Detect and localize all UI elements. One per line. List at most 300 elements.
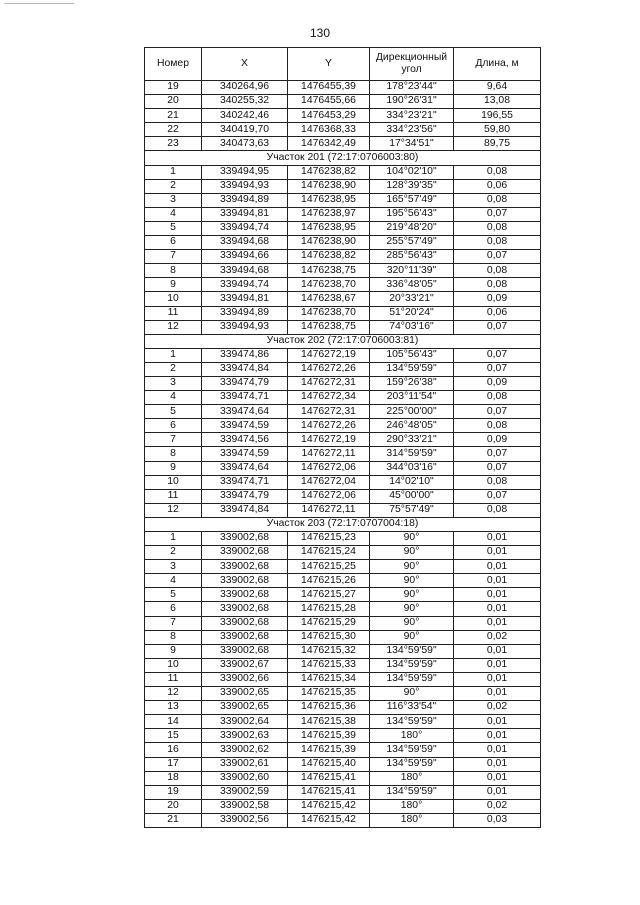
- cell-y: 1476215,42: [288, 813, 370, 827]
- cell-x: 339002,64: [202, 715, 288, 729]
- cell-length: 0,08: [454, 193, 541, 207]
- table-row: [145, 221, 541, 235]
- cell-y: 1476272,34: [288, 391, 370, 405]
- cell-y: 1476215,23: [288, 532, 370, 546]
- cell-direction-angle: 74°03'16": [370, 320, 454, 334]
- cell-direction-angle: 134°59'59": [370, 672, 454, 686]
- table-row: [145, 574, 541, 588]
- cell-direction-angle: 90°: [370, 560, 454, 574]
- cell-number: 4: [145, 207, 202, 221]
- cell-direction-angle: 190°26'31": [370, 95, 454, 109]
- cell-length: 0,02: [454, 630, 541, 644]
- cell-x: 339002,63: [202, 729, 288, 743]
- cell-x: 339494,89: [202, 193, 288, 207]
- cell-number: 8: [145, 264, 202, 278]
- cell-length: 0,07: [454, 447, 541, 461]
- cell-number: 7: [145, 433, 202, 447]
- cell-direction-angle: 219°48'20": [370, 221, 454, 235]
- header-number: Номер: [145, 48, 202, 81]
- cell-y: 1476215,26: [288, 574, 370, 588]
- cell-length: 9,64: [454, 81, 541, 95]
- table-row: [145, 489, 541, 503]
- cell-y: 1476215,36: [288, 701, 370, 715]
- cell-length: 59,80: [454, 123, 541, 137]
- cell-direction-angle: 134°59'59": [370, 785, 454, 799]
- cell-length: 0,01: [454, 715, 541, 729]
- cell-y: 1476215,41: [288, 771, 370, 785]
- cell-direction-angle: 180°: [370, 729, 454, 743]
- table-row: [145, 475, 541, 489]
- cell-number: 16: [145, 743, 202, 757]
- table-row: [145, 743, 541, 757]
- cell-y: 1476238,95: [288, 193, 370, 207]
- cell-length: 0,01: [454, 672, 541, 686]
- cell-number: 5: [145, 221, 202, 235]
- table-row: [145, 588, 541, 602]
- cell-length: 13,08: [454, 95, 541, 109]
- table-row: [145, 799, 541, 813]
- cell-number: 12: [145, 320, 202, 334]
- cell-direction-angle: 225°00'00": [370, 405, 454, 419]
- cell-x: 339494,68: [202, 264, 288, 278]
- cell-y: 1476272,31: [288, 376, 370, 390]
- table-row: [145, 560, 541, 574]
- cell-length: 0,08: [454, 221, 541, 235]
- table-row: [145, 123, 541, 137]
- section-title: Участок 202 (72:17:0706003:81): [145, 334, 541, 348]
- cell-number: 20: [145, 95, 202, 109]
- cell-direction-angle: 246°48'05": [370, 419, 454, 433]
- cell-number: 12: [145, 503, 202, 517]
- section-title: Участок 203 (72:17:0707004:18): [145, 517, 541, 531]
- cell-x: 339474,79: [202, 489, 288, 503]
- table-row: [145, 532, 541, 546]
- table-row: [145, 419, 541, 433]
- cell-number: 1: [145, 165, 202, 179]
- cell-number: 20: [145, 799, 202, 813]
- table-row: [145, 672, 541, 686]
- cell-y: 1476368,33: [288, 123, 370, 137]
- table-row: [145, 687, 541, 701]
- cell-x: 339002,68: [202, 560, 288, 574]
- cell-number: 11: [145, 489, 202, 503]
- cell-direction-angle: 180°: [370, 813, 454, 827]
- cell-length: 0,09: [454, 292, 541, 306]
- table-row: [145, 405, 541, 419]
- table-header-row: [145, 48, 541, 81]
- cell-direction-angle: 116°33'54": [370, 701, 454, 715]
- cell-x: 339474,71: [202, 475, 288, 489]
- cell-length: 0,07: [454, 348, 541, 362]
- cell-number: 8: [145, 447, 202, 461]
- table-row: [145, 165, 541, 179]
- section-title: Участок 201 (72:17:0706003:80): [145, 151, 541, 165]
- cell-number: 8: [145, 630, 202, 644]
- cell-direction-angle: 134°59'59": [370, 658, 454, 672]
- cell-length: 0,07: [454, 461, 541, 475]
- cell-length: 0,01: [454, 785, 541, 799]
- cell-x: 339474,64: [202, 405, 288, 419]
- cell-x: 339494,93: [202, 179, 288, 193]
- cell-length: 0,08: [454, 419, 541, 433]
- cell-number: 6: [145, 602, 202, 616]
- cell-y: 1476272,31: [288, 405, 370, 419]
- cell-y: 1476215,41: [288, 785, 370, 799]
- table-row: [145, 109, 541, 123]
- cell-length: 0,07: [454, 489, 541, 503]
- cell-direction-angle: 159°26'38": [370, 376, 454, 390]
- cell-x: 339002,65: [202, 687, 288, 701]
- cell-direction-angle: 290°33'21": [370, 433, 454, 447]
- cell-number: 2: [145, 179, 202, 193]
- cell-x: 339002,68: [202, 532, 288, 546]
- cell-y: 1476238,75: [288, 320, 370, 334]
- cell-number: 3: [145, 193, 202, 207]
- cell-y: 1476272,26: [288, 419, 370, 433]
- cell-x: 340473,63: [202, 137, 288, 151]
- cell-y: 1476215,39: [288, 743, 370, 757]
- cell-y: 1476238,82: [288, 250, 370, 264]
- cell-y: 1476455,66: [288, 95, 370, 109]
- cell-x: 339002,68: [202, 574, 288, 588]
- cell-direction-angle: 334°23'56": [370, 123, 454, 137]
- header-x: X: [202, 48, 288, 81]
- cell-x: 339474,71: [202, 391, 288, 405]
- table-row: [145, 348, 541, 362]
- cell-direction-angle: 90°: [370, 574, 454, 588]
- cell-x: 340264,96: [202, 81, 288, 95]
- cell-direction-angle: 75°57'49": [370, 503, 454, 517]
- cell-number: 21: [145, 813, 202, 827]
- table-row: [145, 81, 541, 95]
- cell-x: 339474,84: [202, 362, 288, 376]
- cell-direction-angle: 178°23'44": [370, 81, 454, 95]
- cell-length: 0,07: [454, 405, 541, 419]
- cell-y: 1476215,29: [288, 616, 370, 630]
- cell-direction-angle: 14°02'10": [370, 475, 454, 489]
- cell-x: 339002,58: [202, 799, 288, 813]
- cell-y: 1476238,70: [288, 278, 370, 292]
- table-row: [145, 701, 541, 715]
- cell-number: 5: [145, 588, 202, 602]
- cell-number: 10: [145, 292, 202, 306]
- cell-length: 0,08: [454, 475, 541, 489]
- cell-direction-angle: 90°: [370, 546, 454, 560]
- cell-number: 9: [145, 644, 202, 658]
- cell-length: 0,01: [454, 757, 541, 771]
- cell-number: 4: [145, 574, 202, 588]
- section-title-row: [145, 151, 541, 165]
- cell-y: 1476272,06: [288, 489, 370, 503]
- cell-direction-angle: 90°: [370, 532, 454, 546]
- section-title-row: [145, 517, 541, 531]
- cell-x: 339494,74: [202, 221, 288, 235]
- cell-y: 1476455,39: [288, 81, 370, 95]
- table-row: [145, 250, 541, 264]
- table-row: [145, 785, 541, 799]
- table-row: [145, 362, 541, 376]
- page-number: 130: [309, 26, 331, 40]
- table-row: [145, 179, 541, 193]
- cell-x: 339002,67: [202, 658, 288, 672]
- cell-length: 0,09: [454, 376, 541, 390]
- cell-x: 339474,86: [202, 348, 288, 362]
- cell-x: 339474,64: [202, 461, 288, 475]
- cell-length: 0,01: [454, 687, 541, 701]
- cell-direction-angle: 90°: [370, 602, 454, 616]
- cell-direction-angle: 255°57'49": [370, 236, 454, 250]
- cell-direction-angle: 90°: [370, 687, 454, 701]
- table-row: [145, 306, 541, 320]
- table-row: [145, 236, 541, 250]
- cell-number: 10: [145, 475, 202, 489]
- cell-x: 339002,68: [202, 588, 288, 602]
- cell-length: 0,01: [454, 729, 541, 743]
- cell-direction-angle: 128°39'35": [370, 179, 454, 193]
- cell-y: 1476215,34: [288, 672, 370, 686]
- table-row: [145, 433, 541, 447]
- table-row: [145, 715, 541, 729]
- table-row: [145, 729, 541, 743]
- cell-number: 1: [145, 532, 202, 546]
- table-row: [145, 207, 541, 221]
- cell-direction-angle: 134°59'59": [370, 757, 454, 771]
- cell-x: 339474,59: [202, 447, 288, 461]
- cell-y: 1476238,97: [288, 207, 370, 221]
- cell-direction-angle: 20°33'21": [370, 292, 454, 306]
- cell-length: 0,01: [454, 588, 541, 602]
- cell-x: 339474,79: [202, 376, 288, 390]
- cell-length: 0,03: [454, 813, 541, 827]
- cell-y: 1476215,27: [288, 588, 370, 602]
- cell-direction-angle: 134°59'59": [370, 362, 454, 376]
- cell-direction-angle: 285°56'43": [370, 250, 454, 264]
- header-length: Длина, м: [454, 48, 541, 81]
- table-row: [145, 292, 541, 306]
- cell-direction-angle: 17°34'51": [370, 137, 454, 151]
- cell-x: 339494,74: [202, 278, 288, 292]
- cell-x: 340242,46: [202, 109, 288, 123]
- cell-number: 9: [145, 461, 202, 475]
- cell-number: 3: [145, 560, 202, 574]
- cell-number: 11: [145, 672, 202, 686]
- cell-direction-angle: 90°: [370, 630, 454, 644]
- cell-direction-angle: 90°: [370, 588, 454, 602]
- cell-length: 0,08: [454, 278, 541, 292]
- cell-number: 19: [145, 785, 202, 799]
- cell-y: 1476215,25: [288, 560, 370, 574]
- header-direction-angle: Дирекционный угол: [370, 48, 454, 81]
- cell-number: 18: [145, 771, 202, 785]
- cell-length: 0,01: [454, 574, 541, 588]
- cell-number: 6: [145, 236, 202, 250]
- cell-number: 5: [145, 405, 202, 419]
- cell-y: 1476272,11: [288, 503, 370, 517]
- cell-x: 339002,60: [202, 771, 288, 785]
- cell-length: 0,06: [454, 306, 541, 320]
- cell-y: 1476215,33: [288, 658, 370, 672]
- cell-y: 1476272,11: [288, 447, 370, 461]
- cell-y: 1476215,24: [288, 546, 370, 560]
- table-row: [145, 447, 541, 461]
- cell-x: 339474,56: [202, 433, 288, 447]
- cell-y: 1476238,70: [288, 306, 370, 320]
- cell-x: 339474,84: [202, 503, 288, 517]
- cell-length: 0,08: [454, 391, 541, 405]
- cell-number: 4: [145, 391, 202, 405]
- cell-length: 0,01: [454, 658, 541, 672]
- table-row: [145, 658, 541, 672]
- cell-number: 2: [145, 362, 202, 376]
- cell-number: 2: [145, 546, 202, 560]
- cell-number: 19: [145, 81, 202, 95]
- cell-x: 339002,62: [202, 743, 288, 757]
- cell-x: 339494,81: [202, 292, 288, 306]
- cell-y: 1476272,26: [288, 362, 370, 376]
- cell-x: 339002,68: [202, 644, 288, 658]
- cell-length: 0,07: [454, 207, 541, 221]
- cell-number: 1: [145, 348, 202, 362]
- cell-direction-angle: 180°: [370, 771, 454, 785]
- section-title-row: [145, 334, 541, 348]
- cell-direction-angle: 344°03'16": [370, 461, 454, 475]
- cell-y: 1476215,39: [288, 729, 370, 743]
- cell-length: 0,07: [454, 250, 541, 264]
- table-row: [145, 278, 541, 292]
- table-row: [145, 813, 541, 827]
- cell-x: 339494,66: [202, 250, 288, 264]
- cell-direction-angle: 180°: [370, 799, 454, 813]
- cell-x: 340255,32: [202, 95, 288, 109]
- cell-x: 339474,59: [202, 419, 288, 433]
- cell-y: 1476238,90: [288, 179, 370, 193]
- cell-number: 15: [145, 729, 202, 743]
- cell-direction-angle: 105°56'43": [370, 348, 454, 362]
- cell-y: 1476272,19: [288, 433, 370, 447]
- cell-direction-angle: 134°59'59": [370, 644, 454, 658]
- cell-y: 1476238,90: [288, 236, 370, 250]
- cell-y: 1476238,75: [288, 264, 370, 278]
- cell-length: 0,07: [454, 362, 541, 376]
- cell-x: 339002,59: [202, 785, 288, 799]
- cell-direction-angle: 134°59'59": [370, 715, 454, 729]
- cell-direction-angle: 90°: [370, 616, 454, 630]
- cell-length: 0,07: [454, 320, 541, 334]
- cell-direction-angle: 203°11'54": [370, 391, 454, 405]
- cell-length: 0,01: [454, 532, 541, 546]
- cell-length: 196,55: [454, 109, 541, 123]
- cell-x: 339494,95: [202, 165, 288, 179]
- cell-length: 0,01: [454, 616, 541, 630]
- cell-number: 6: [145, 419, 202, 433]
- cell-direction-angle: 334°23'21": [370, 109, 454, 123]
- table-row: [145, 193, 541, 207]
- cell-direction-angle: 314°59'59": [370, 447, 454, 461]
- cell-length: 0,01: [454, 546, 541, 560]
- table-row: [145, 644, 541, 658]
- cell-number: 14: [145, 715, 202, 729]
- cell-length: 0,08: [454, 236, 541, 250]
- cell-direction-angle: 320°11'39": [370, 264, 454, 278]
- cell-length: 0,08: [454, 264, 541, 278]
- cell-y: 1476215,32: [288, 644, 370, 658]
- cell-direction-angle: 134°59'59": [370, 743, 454, 757]
- cell-y: 1476215,35: [288, 687, 370, 701]
- cell-x: 339002,68: [202, 630, 288, 644]
- cell-x: 339002,68: [202, 602, 288, 616]
- cell-length: 0,08: [454, 165, 541, 179]
- cell-direction-angle: 195°56'43": [370, 207, 454, 221]
- scan-corner-mark: [4, 3, 74, 8]
- table-row: [145, 771, 541, 785]
- cell-y: 1476215,42: [288, 799, 370, 813]
- cell-number: 13: [145, 701, 202, 715]
- header-y: Y: [288, 48, 370, 81]
- cell-x: 339494,93: [202, 320, 288, 334]
- cell-direction-angle: 336°48'05": [370, 278, 454, 292]
- cell-x: 339002,68: [202, 546, 288, 560]
- cell-x: 339002,66: [202, 672, 288, 686]
- cell-number: 22: [145, 123, 202, 137]
- cell-x: 339002,56: [202, 813, 288, 827]
- table-row: [145, 616, 541, 630]
- coordinates-table: [144, 47, 541, 828]
- cell-y: 1476272,06: [288, 461, 370, 475]
- cell-length: 0,06: [454, 179, 541, 193]
- cell-x: 339494,89: [202, 306, 288, 320]
- cell-length: 0,01: [454, 602, 541, 616]
- cell-number: 7: [145, 616, 202, 630]
- cell-direction-angle: 165°57'49": [370, 193, 454, 207]
- table-row: [145, 391, 541, 405]
- cell-x: 339002,61: [202, 757, 288, 771]
- cell-number: 7: [145, 250, 202, 264]
- cell-length: 0,01: [454, 743, 541, 757]
- cell-y: 1476238,82: [288, 165, 370, 179]
- table-row: [145, 264, 541, 278]
- cell-y: 1476342,49: [288, 137, 370, 151]
- table-row: [145, 757, 541, 771]
- cell-number: 9: [145, 278, 202, 292]
- table-row: [145, 630, 541, 644]
- table-row: [145, 461, 541, 475]
- cell-number: 17: [145, 757, 202, 771]
- cell-number: 12: [145, 687, 202, 701]
- cell-length: 0,02: [454, 701, 541, 715]
- cell-x: 340419,70: [202, 123, 288, 137]
- cell-number: 11: [145, 306, 202, 320]
- cell-direction-angle: 45°00'00": [370, 489, 454, 503]
- table-row: [145, 503, 541, 517]
- cell-x: 339002,65: [202, 701, 288, 715]
- cell-number: 3: [145, 376, 202, 390]
- table-row: [145, 95, 541, 109]
- cell-number: 10: [145, 658, 202, 672]
- cell-length: 0,01: [454, 560, 541, 574]
- table-row: [145, 546, 541, 560]
- table-row: [145, 320, 541, 334]
- cell-number: 21: [145, 109, 202, 123]
- cell-length: 0,01: [454, 644, 541, 658]
- table-row: [145, 137, 541, 151]
- cell-length: 0,08: [454, 503, 541, 517]
- cell-direction-angle: 51°20'24": [370, 306, 454, 320]
- cell-direction-angle: 104°02'10": [370, 165, 454, 179]
- cell-y: 1476215,28: [288, 602, 370, 616]
- table-row: [145, 602, 541, 616]
- table-row: [145, 376, 541, 390]
- cell-x: 339002,68: [202, 616, 288, 630]
